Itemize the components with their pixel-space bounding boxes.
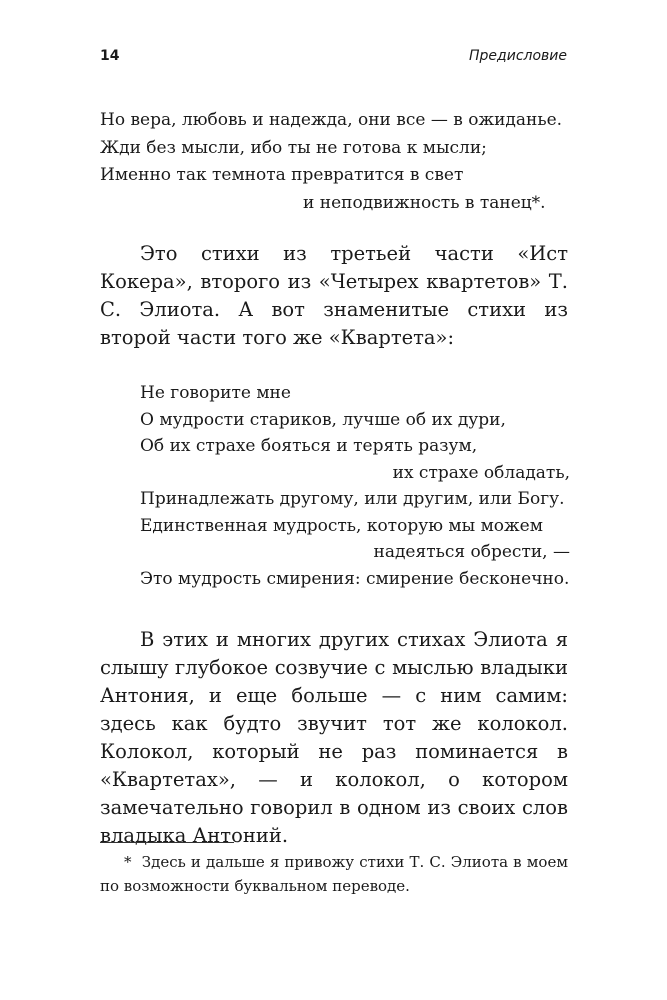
footnote-divider [100,842,234,843]
verse-line: их страхе обладать, [392,462,570,483]
verse-epigraph [100,107,563,217]
footnote-text: Здесь и дальше я привожу стихи Т. С. Элиота в моем по возможности буквальном переводе. [100,853,568,895]
verse-line: надеяться обрести, — [373,542,570,562]
verse-line: О мудрости стариков, лучше об их дури, [140,409,506,430]
paragraph-text: Это стихи из третьей части «Ист Кокера», второго из «Четырех квартетов» Т. С. Элиота. А вот знаменитые стихи из второй части того же «Квартета»: [100,242,568,349]
footnote-marker: * [124,853,132,871]
verse-line: Об их страхе бояться и терять разум, [140,436,478,456]
verse-line: Жди без мысли, ибо ты не готова к мысли; [100,137,487,158]
verse-line: Единственная мудрость, которую мы можем [140,515,543,536]
verse-line: Это мудрость смирения: смирение бесконечно. [140,568,570,589]
page-header [100,48,567,68]
verse-line: Именно так темнота превратится в свет [100,165,464,185]
verse-line: Но вера, любовь и надежда, они все — в ожиданье. [100,110,563,130]
verse-line: и неподвижность в танец*. [303,192,546,213]
page-number: 14 [100,48,120,64]
body-paragraph [100,626,568,850]
body-paragraph [100,240,568,352]
verse-quote [140,380,570,592]
paragraph-text: В этих и многих других стихах Элиота я слышу глубокое созвучие с мыслью владыки Антония, и еще больше — с ним самим: здесь как будто звучит тот же колокол. Колокол, который не раз поминается в «Квартетах», — и колокол, о котором замечательно говорил в одном из своих слов владыка Антоний. [100,628,568,847]
verse-line: Не говорите мне [140,383,291,403]
running-head: Предисловие [469,48,567,64]
verse-line: Принадлежать другому, или другим, или Богу. [140,489,565,509]
footnote [100,851,568,898]
